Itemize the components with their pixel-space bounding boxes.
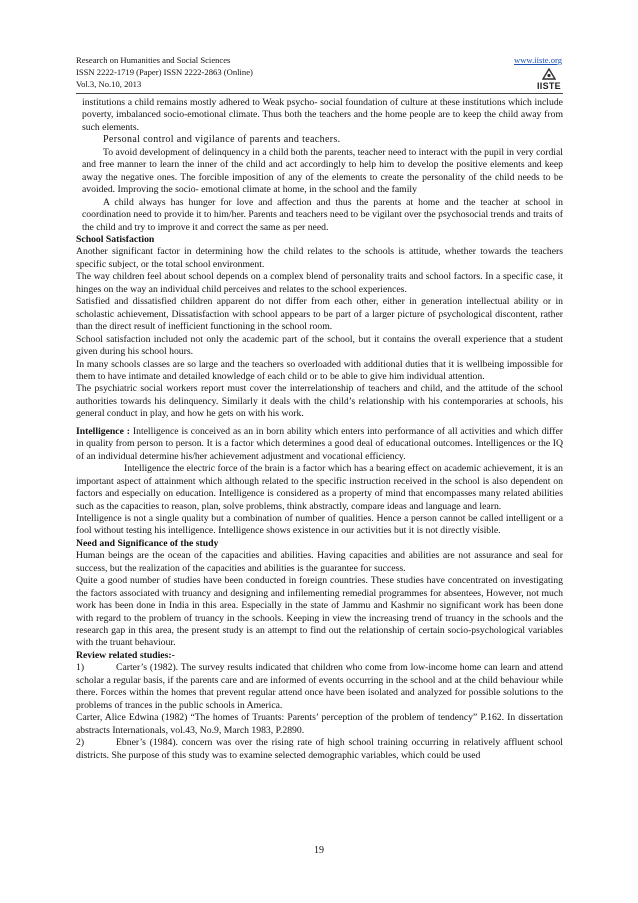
paragraph: A child always has hunger for love and affection and thus the parents at home and the teacher at school in coordination need to provide it to him/her. Parents and teachers need to be vigilant over the psychosocial trends and traits of the child and try to improve it and correct the same as per need.: [82, 196, 563, 233]
quoted-block: [76, 97, 563, 234]
paragraph-text: Intelligence is conceived as an in born ability which enters into performance of all activities and which differ in quality from person to person. It is a factor which determines a good deal of educational outcomes. Intelligences or the IQ of an individual determine his/her achievement adjustment and vocational efficiency.: [76, 425, 563, 462]
logo-text: IISTE: [536, 81, 561, 91]
item-number: 2): [76, 737, 85, 749]
paragraph: Human beings are the ocean of the capacities and abilities. Having capacities and abilities are not assurance and seal for success, but the realization of the capacities and abilities is the guarantee for success.: [76, 550, 563, 574]
paragraph: institutions a child remains mostly adhered to Weak psycho- social foundation of culture at these institutions which include poverty, imbalanced socio-emotional climate. Thus both the teachers and the home people are to keep the child away from such elements.: [82, 97, 563, 133]
page-header: [76, 54, 562, 91]
section-heading-review: Review related studies:-: [76, 649, 175, 661]
subheading: Personal control and vigilance of parents and teachers.: [103, 134, 341, 146]
section-heading-need: Need and Significance of the study: [76, 537, 219, 549]
section-heading-school-satisfaction: School Satisfaction: [76, 233, 155, 245]
intelligence-paragraph: [76, 426, 563, 463]
iiste-logo-icon: [542, 68, 556, 80]
review-item-2: [76, 737, 563, 762]
citation: Carter, Alice Edwina (1982) “The homes of Truants: Parents’ perception of the problem of tendency” P.162. In dissertation abstracts Internationals, vol.43, No.9, March 1983, P.2890.: [76, 712, 563, 736]
journal-volume: Vol.3, No.10, 2013: [76, 79, 142, 90]
journal-name: Research on Humanities and Social Sciences: [76, 55, 231, 65]
header-divider: [76, 93, 563, 94]
page-number: 19: [314, 845, 324, 856]
paragraph: Satisfied and dissatisfied children apparent do not differ from each other, either in generation intellectual ability or in scholastic achievement, Dissatisfaction with school appears to be part of a larger picture of psychological discontent, rather than the direct result of inefficient functioning in the school room.: [76, 296, 563, 333]
item-number: 1): [76, 662, 85, 674]
paragraph: Intelligence is not a single quality but a combination of number of qualities. Hence a person cannot be called intelligent or a fool without testing his intelligence. Intelligence shows existence in our activities but it is not directly visible.: [76, 512, 563, 537]
paragraph: The psychiatric social workers report must cover the interrelationship of teachers and child, and the attitude of the school authorities towards his delinquency. Similarly it deals with the child’s relationship with his contemporaries at schools, his general conduct in play, and how he gets on with his work.: [76, 383, 563, 420]
paragraph: Intelligence the electric force of the brain is a factor which has a bearing effect on academic achievement, it is an important aspect of attainment which although related to the specific instruction received in the school is also dependent on factors and especially on education. Intelligence is considered as a property of mind that encompasses many related abilities such as the capacities to reason, plan, solve problems, think abstractly, compare ideas and language and learn.: [76, 463, 563, 512]
journal-issn: ISSN 2222-1719 (Paper) ISSN 2222-2863 (Online): [76, 67, 253, 78]
paragraph: To avoid development of delinquency in a child both the parents, teacher need to interact with the pupil in very cordial and free manner to learn the inner of the child and act accordingly to help him to develop the positive elements and keep away the negative ones. The forcible imposition of any of the elements to create the personality of the child needs to be avoided. Improving the socio- emotional climate at home, in the school and the family: [82, 146, 563, 196]
journal-url-link[interactable]: www.iiste.org: [514, 55, 562, 65]
paragraph-text: Ebner’s (1984). concern was over the rising rate of high school training occurring in relatively affluent school districts. She purpose of this study was to examine selected demographic variables, which could be used: [76, 737, 563, 761]
iiste-logo: [536, 68, 562, 94]
review-item-1: [76, 662, 563, 712]
paragraph-text: Carter’s (1982). The survey results indicated that children who come from low-income home can learn and attend scholar a regular basis, if the parents care and are informed of events occurring in the school and at the child behaviour while there. Forces within the homes that prevent regular attend once have been isolated and analyzed for possible solutions to the problems of trances in the public schools in America.: [76, 662, 563, 711]
paragraph: Another significant factor in determining how the child relates to the schools is attitude, whether towards the teachers specific subject, or the total school environment.: [76, 246, 563, 270]
paragraph: In many schools classes are so large and the teachers so overloaded with additional duties that it is wellbeing impossible for them to have intimate and detailed knowledge of each child or to be able to give him individual attention.: [76, 358, 563, 382]
paragraph: Quite a good number of studies have been conducted in foreign countries. These studies have concentrated on investigating the factors associated with truancy and designing and infilementing remedial programmes for absentees, However, not much work has been done in India in this area. Especially in the state of Jammu and Kashmir no significant work has been done with regard to the problem of truancy in the schools. Keeping in view the increasing trend of truancy in the schools and the research gap in this area, the present study is an attempt to find out the relationship of certain socio-psychological variables with the truant behaviour.: [76, 575, 563, 649]
intelligence-label: Intelligence :: [76, 425, 130, 437]
paragraph: School satisfaction included not only the academic part of the school, but it contains the overall experience that a student given during his school hours.: [76, 333, 563, 358]
paragraph: The way children feel about school depends on a complex blend of personality traits and school factors. In a specific case, it hinges on the way an individual child perceives and relates to the school experiences.: [76, 271, 563, 295]
main-content: [76, 97, 563, 762]
